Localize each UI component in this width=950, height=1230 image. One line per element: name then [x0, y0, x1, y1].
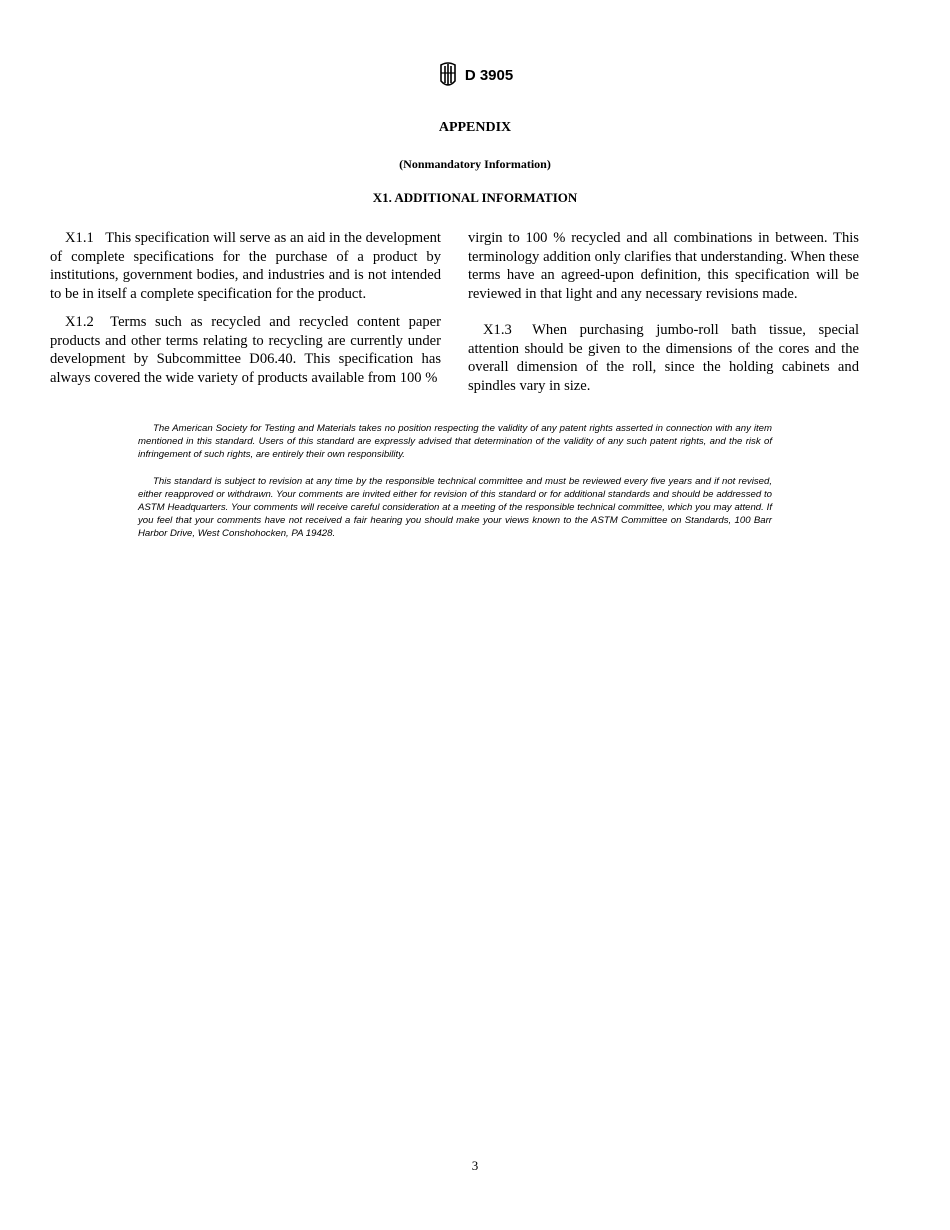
paragraph-x1-2-continued: virgin to 100 % recycled and all combinations in between. This terminology addition only clarifies that understanding. When these terms have an agreed-upon definition, this specification will be reviewed in that light and any necessary revisions made. — [468, 230, 859, 302]
revision-notice: This standard is subject to revision at any time by the responsible technical committee and must be reviewed every five years and if not revised, either reapproved or withdrawn. Your comments are invited either for revision of this standard or for additional standards and should be addressed to ASTM Headquarters. Your comments will receive careful consideration at a meeting of the responsible technical committee, which you may attend. If you feel that your comments have not received a fair hearing you should make your views known to the ASTM Committee on Standards, 100 Barr Harbor Drive, West Conshohocken, PA 19428. — [138, 475, 772, 540]
paragraph-x1-1 — [50, 229, 441, 303]
appendix-subtitle: (Nonmandatory Information) — [399, 157, 551, 171]
paragraph-text: Terms such as recycled and recycled content paper products and other terms relating to recycling are currently under development by Subcommittee D06.40. This specification has always covered the wide variety of products available from 100 % — [50, 314, 442, 386]
paragraph-x1-3 — [468, 321, 859, 395]
paragraph-number: X1.2 — [65, 314, 94, 330]
paragraph-text: This specification will serve as an aid in the development of complete specifications for the purchase of a product by institutions, government bodies, and industries and is not intended to be in itself a complete specification for the product. — [50, 230, 441, 302]
left-column — [50, 229, 441, 387]
paragraph-x1-2 — [50, 313, 441, 387]
paragraph-number: X1.3 — [483, 322, 512, 338]
page-header — [0, 62, 950, 88]
section-title: X1. ADDITIONAL INFORMATION — [372, 190, 578, 205]
astm-logo-icon — [437, 62, 459, 88]
appendix-title: APPENDIX — [438, 120, 512, 135]
document-id: D 3905 — [464, 66, 514, 84]
right-column — [468, 229, 859, 395]
footnotes — [138, 422, 772, 541]
paragraph-text: When purchasing jumbo-roll bath tissue, special attention should be given to the dimensions of the cores and the overall dimension of the roll, since the holding cabinets and spindles vary in size. — [468, 322, 859, 394]
paragraph-number: X1.1 — [65, 230, 94, 246]
page-number: 3 — [471, 1158, 479, 1173]
patent-notice: The American Society for Testing and Materials takes no position respecting the validity of any patent rights asserted in connection with any item mentioned in this standard. Users of this standard are expressly advised that determination of the validity of any such patent rights, and the risk of infringement of such rights, are entirely their own responsibility. — [138, 423, 772, 461]
